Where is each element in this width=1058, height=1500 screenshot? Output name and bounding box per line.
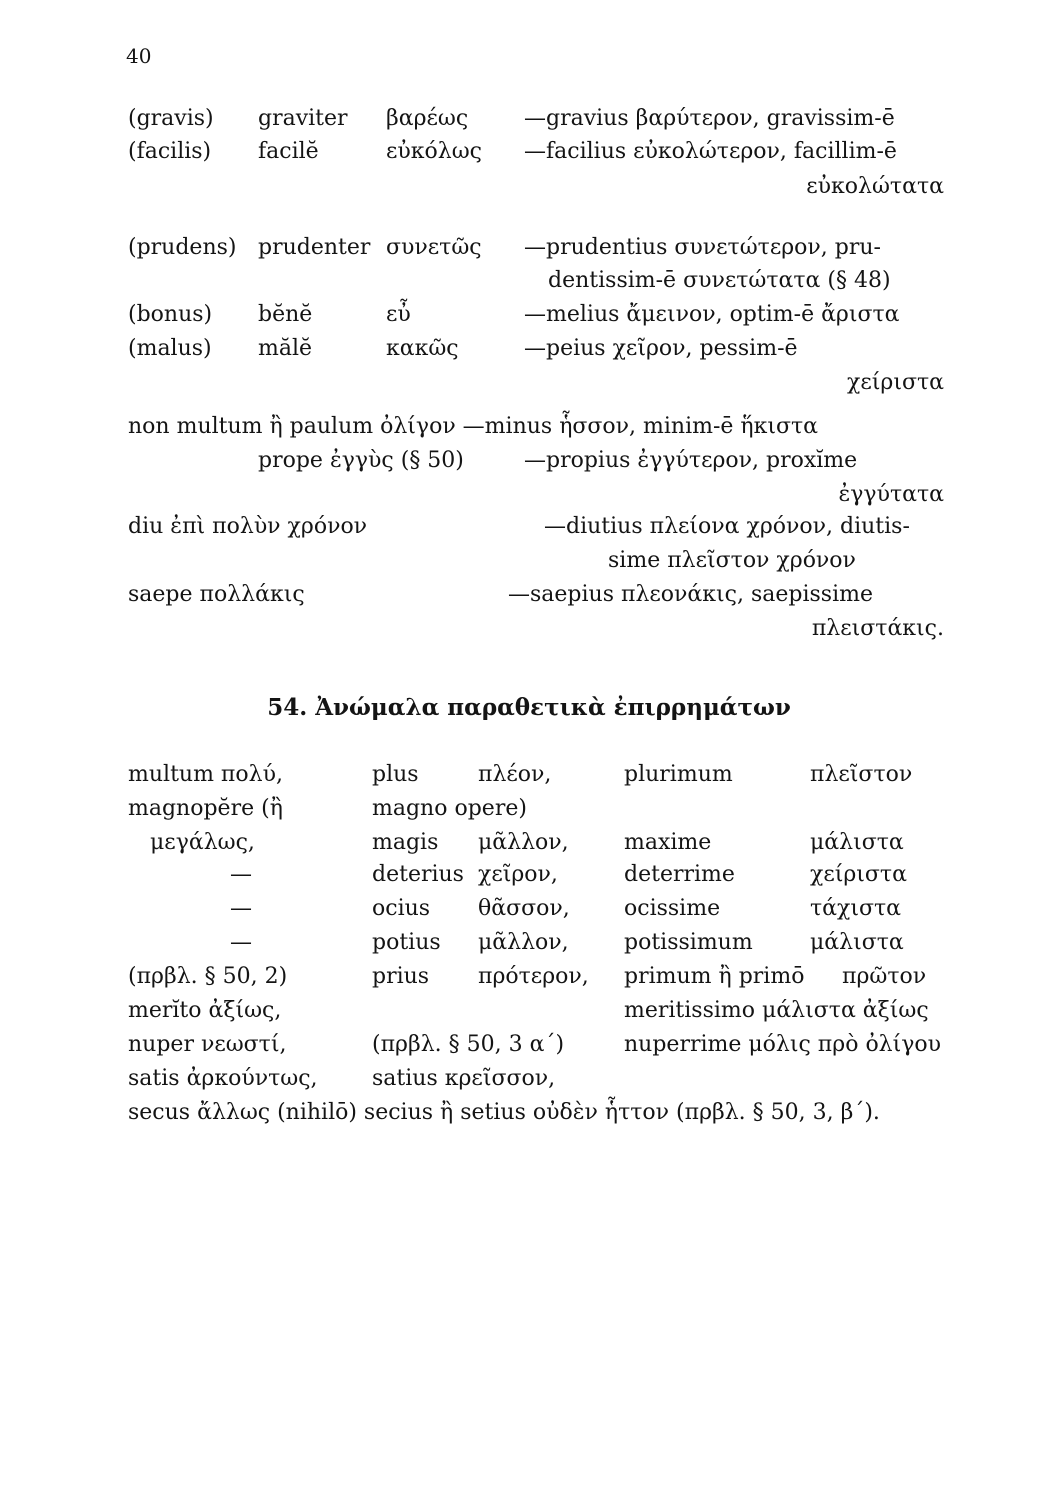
adverb: graviter (258, 106, 348, 131)
table-row (128, 860, 958, 890)
superlative: ocissime (624, 896, 721, 921)
greek-superlative: μάλιστα (810, 930, 904, 955)
table-row (128, 512, 958, 542)
table-row (128, 962, 958, 992)
positive: — (230, 896, 252, 921)
superlative: potissimum (624, 930, 753, 955)
table-row (128, 1030, 958, 1060)
table-row (128, 172, 958, 202)
section-heading: 54. Ἀνώμαλα παραθετικὰ ἐπιρρημάτων (267, 694, 791, 721)
adverb: prope ἐγγὺς (§ 50) (258, 448, 464, 473)
table-row (128, 266, 958, 296)
superlative: primum ἢ primō (624, 964, 805, 989)
positive: (πρβλ. § 50, 2) (128, 964, 288, 989)
greek-adverb: εὖ (386, 302, 411, 327)
adverb: saepe πολλάκις (128, 582, 305, 607)
superlative-continuation: εὐκολώτατα (806, 174, 944, 199)
comparative-superlative: —gravius βαρύτερον, gravissim-ē (524, 106, 895, 131)
superlative: deterrime (624, 862, 735, 887)
comparative-superlative: —diutius πλείονα χρόνον, diutis- (544, 514, 910, 539)
greek-adverb: κακῶς (386, 336, 459, 361)
greek-comparative: πλέον, (478, 762, 552, 787)
greek-comparative: μᾶλλον, (478, 830, 569, 855)
table-row (128, 1098, 958, 1128)
comparative: ocius (372, 896, 431, 921)
comparative-superlative: —propius ἐγγύτερον, proxĭme (524, 448, 858, 473)
table-row (128, 828, 958, 858)
greek-superlative: χείριστα (810, 862, 907, 887)
greek-comparative: πρότερον, (478, 964, 589, 989)
greek-comparative: μᾶλλον, (478, 930, 569, 955)
greek-superlative: τάχιστα (810, 896, 902, 921)
table-row (128, 137, 958, 167)
table-row (128, 580, 958, 610)
positive: — (230, 862, 252, 887)
greek-adverb: συνετῶς (386, 235, 482, 260)
adverb: facilĕ (258, 139, 319, 164)
comparative: satius κρεῖσσον, (372, 1066, 556, 1091)
comparative-superlative: —melius ἄμεινον, optim-ē ἄριστα (524, 302, 900, 327)
positive: nuper νεωστί, (128, 1032, 287, 1057)
table-row (128, 894, 958, 924)
adjective: (prudens) (128, 235, 237, 260)
positive: magnopĕre (ἢ (128, 796, 283, 821)
superlative: nuperrime μόλις πρὸ ὀλίγου (624, 1032, 942, 1057)
greek-adverb: βαρέως (386, 106, 469, 131)
comparative-superlative: —facilius εὐκολώτερον, facillim-ē (524, 139, 897, 164)
table-row (128, 546, 958, 576)
positive: μεγάλως, (150, 830, 255, 855)
comparative: (πρβλ. § 50, 3 α΄) (372, 1032, 565, 1057)
adverb-entry: non multum ἢ paulum ὀλίγον —minus ἧσσον, minim-ē ἥκιστα (128, 414, 819, 439)
table-row (128, 480, 958, 510)
positive: satis ἀρκούντως, (128, 1066, 318, 1091)
superlative-continuation: dentissim-ē συνετώτατα (§ 48) (548, 268, 891, 293)
superlative: plurimum (624, 762, 733, 787)
comparative: potius (372, 930, 441, 955)
adverb: prudenter (258, 235, 371, 260)
table-row (128, 104, 958, 134)
greek-superlative: πλεῖστον (810, 762, 913, 787)
adverb: mălĕ (258, 336, 313, 361)
table-row (128, 996, 958, 1026)
adjective: (facilis) (128, 139, 212, 164)
table-row (128, 928, 958, 958)
adjective: (gravis) (128, 106, 214, 131)
positive: multum πολύ, (128, 762, 283, 787)
adjective: (bonus) (128, 302, 213, 327)
comparative-superlative: —prudentius συνετώτερον, pru- (524, 235, 881, 260)
greek-comparative: θᾶσσον, (478, 896, 570, 921)
adjective: (malus) (128, 336, 212, 361)
comparative: deterius (372, 862, 464, 887)
greek-superlative: μάλιστα (810, 830, 904, 855)
superlative-continuation: χείριστα (847, 370, 944, 395)
table-row (128, 412, 958, 442)
table-row (128, 233, 958, 263)
superlative-continuation: ἐγγύτατα (838, 482, 944, 507)
table-row (128, 334, 958, 364)
comparative-superlative: —saepius πλεονάκις, saepissime (508, 582, 873, 607)
table-row (128, 446, 958, 476)
table-row (128, 300, 958, 330)
superlative: meritissimo μάλιστα ἀξίως (624, 998, 929, 1023)
table-row (128, 368, 958, 398)
comparative: plus (372, 762, 419, 787)
superlative: maxime (624, 830, 712, 855)
table-row (128, 1064, 958, 1094)
page-number: 40 (126, 44, 152, 68)
greek-adverb: εὐκόλως (386, 139, 482, 164)
adverb: diu ἐπὶ πολὺν χρόνον (128, 514, 368, 539)
greek-comparative: χεῖρον, (478, 862, 558, 887)
superlative-continuation: sime πλεῖστον χρόνον (608, 548, 856, 573)
comparative: magis (372, 830, 439, 855)
greek-superlative: πρῶτον (842, 964, 927, 989)
adverb-entry: secus ἄλλως (nihilō) secius ἢ setius οὐδὲν ἧττον (πρβλ. § 50, 3, β΄). (128, 1100, 880, 1125)
table-row (128, 794, 958, 824)
comparative-superlative: —peius χεῖρον, pessim-ē (524, 336, 798, 361)
positive: merĭto ἀξίως, (128, 998, 282, 1023)
comparative: prius (372, 964, 430, 989)
positive: — (230, 930, 252, 955)
adverb: bĕnĕ (258, 302, 313, 327)
comparative: magno opere) (372, 796, 527, 821)
table-row (128, 614, 958, 644)
superlative-continuation: πλειστάκις. (811, 616, 944, 641)
table-row (128, 760, 958, 790)
